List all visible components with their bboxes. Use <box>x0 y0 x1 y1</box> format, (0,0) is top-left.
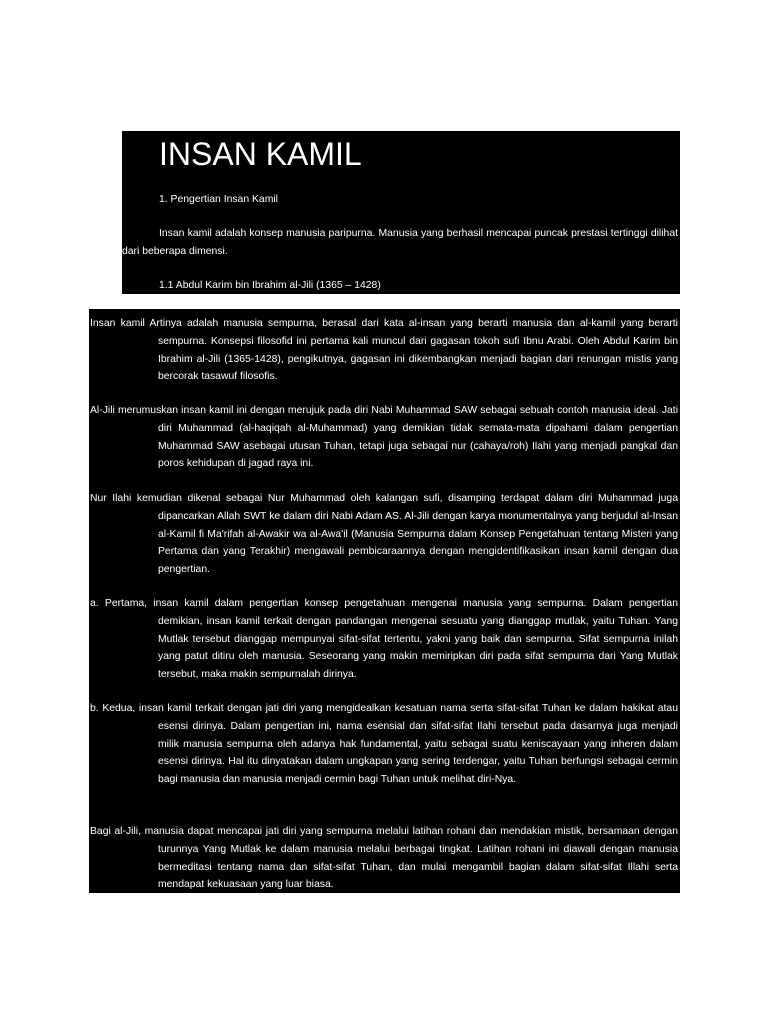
document-title: INSAN KAMIL <box>159 136 362 172</box>
paragraph-definition: Insan kamil Artinya adalah manusia sempurna, berasal dari kata al-insan yang berarti manusia dan al-kamil yang berarti sempurna. Konsepsi filosofid ini pertama kali muncul dari gagasan tokoh sufi Ibnu Arabi. Oleh Abdul Karim bin Ibrahim al-Jili (1365-1428), pengikutnya, gagasan ini dikembangkan menjadi bagian dari renungan mistis yang bercorak tasawuf filosofis. <box>90 318 678 383</box>
subsection-heading: 1.1 Abdul Karim bin Ibrahim al-Jili (1365 – 1428) <box>159 280 381 291</box>
paragraph-bagi-al-jili: Bagi al-Jili, manusia dapat mencapai jati diri yang sempurna melalui latihan rohani dan mendakian mistik, bersamaan dengan turunnya Yang Mutlak ke dalam manusia melalui berbagai tingkat. Latihan rohani ini diawali dengan manusia bermeditasi tentang nama dan sifat-sifat Tuhan, dan mulai mengambil bagian dalam sifat-sifat Illahi serta mendapat kekuasaan yang luar biasa. <box>90 826 678 891</box>
paragraph-kedua: b. Kedua, insan kamil terkait dengan jati diri yang mengidealkan kesatuan nama serta sifat-sifat Tuhan ke dalam hakikat atau esensi dirinya. Dalam pengertian ini, nama esensial dan sifat-sifat Ilahi tersebut pada dasarnya juga menjadi milik manusia sempurna oleh adanya hak fundamental, yaitu sebagai suatu keniscayaan yang inheren dalam esensi dirinya. Hal itu dinyatakan dalam ungkapan yang sering terdengar, yaitu Tuhan berfungsi sebagai cermin bagi manusia dan manusia menjadi cermin bagi Tuhan untuk melihat diri-Nya. <box>90 703 678 786</box>
paragraph-nur-ilahi: Nur Ilahi kemudian dikenal sebagai Nur Muhammad oleh kalangan sufi, disamping terdapat dalam diri Muhammad juga dipancarkan Allah SWT ke dalam diri Nabi Adam AS. Al-Jili dengan karya monumentalnya yang berjudul al-Insan al-Kamil fi Ma'rifah al-Awakir wa al-Awa'il (Manusia Sempurna dalam Konsep Pengetahuan tentang Misteri yang Pertama dan yang Terakhir) mengawali pembicaraannya dengan mengidentifikasikan insan kamil dengan dua pengertian. <box>90 493 678 576</box>
paragraph-pertama: a. Pertama, insan kamil dalam pengertian konsep pengetahuan mengenai manusia yang sempurna. Dalam pengertian demikian, insan kamil terkait dengan pandangan mengenai sesuatu yang dianggap mutlak, yaitu Tuhan. Yang Mutlak tersebut dianggap mempunyai sifat-sifat tertentu, yakni yang baik dan sempurna. Sifat sempurna inilah yang patut ditiru oleh manusia. Seseorang yang makin memiripkan diri pada sifat sempurna dari Yang Mutlak tersebut, maka makin sempurnalah dirinya. <box>90 598 678 681</box>
section-heading: 1. Pengertian Insan Kamil <box>159 194 278 205</box>
intro-paragraph: Insan kamil adalah konsep manusia paripurna. Manusia yang berhasil mencapai puncak prestasi tertinggi dilihat dari beberapa dimensi. <box>122 228 678 257</box>
paragraph-al-jili: Al-Jili merumuskan insan kamil ini dengan merujuk pada diri Nabi Muhammad SAW sebagai sebuah contoh manusia ideal. Jati diri Muhammad (al-haqiqah al-Muhammad) yang demikian tidak semata-mata dipahami dalam pengertian Muhammad SAW asebagai utusan Tuhan, tetapi juga sebagai nur (cahaya/roh) Ilahi yang menjadi pangkal dan poros kehidupan di jagad raya ini. <box>90 405 678 470</box>
